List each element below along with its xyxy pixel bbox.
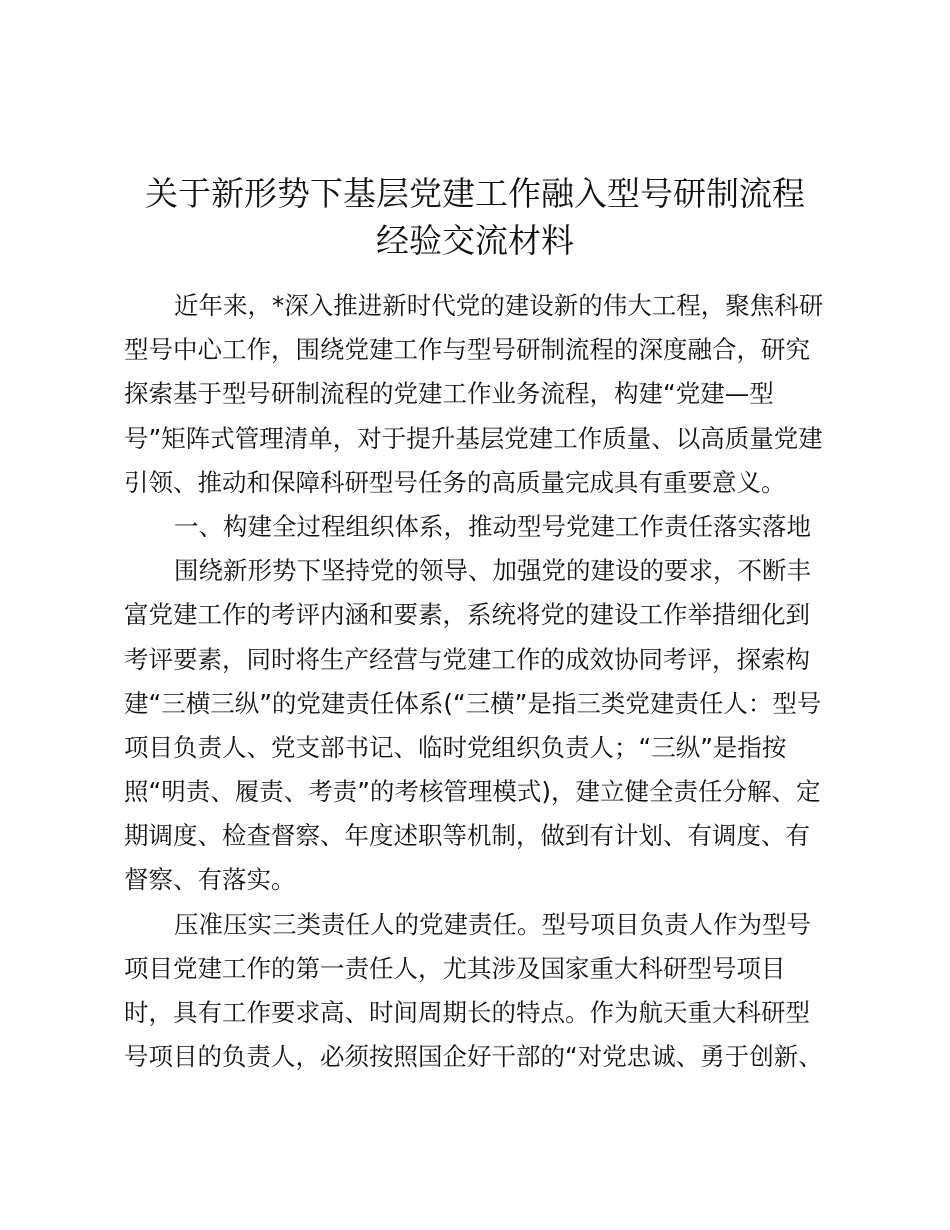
paragraph-section1-line: 建“三横三纵”的党建责任体系(“三横”是指三类党建责任人：型号 <box>124 688 822 718</box>
paragraph-section1-line: 督察、有落实。 <box>124 865 296 895</box>
document-title-line-2: 经验交流材料 <box>376 221 574 260</box>
paragraph-intro-line: 近年来，*深入推进新时代党的建设新的伟大工程，聚焦科研 <box>174 291 824 320</box>
paragraph-responsibility-line: 项目党建工作的第一责任人，尤其涉及国家重大科研型号项目 <box>124 953 786 983</box>
paragraph-intro-line: 引领、推动和保障科研型号任务的高质量完成具有重要意义。 <box>124 467 786 497</box>
paragraph-section1-line: 期调度、检查督察、年度述职等机制，做到有计划、有调度、有 <box>124 821 810 851</box>
document-body <box>124 284 844 1079</box>
paragraph-section1-line: 富党建工作的考评内涵和要素，系统将党的建设工作举措细化到 <box>124 600 810 630</box>
paragraph-section1-line: 照“明责、履责、考责”的考核管理模式)，建立健全责任分解、定 <box>124 777 821 807</box>
document-title-line-1: 关于新形势下基层党建工作融入型号研制流程 <box>145 174 805 213</box>
paragraph-responsibility-line: 压准压实三类责任人的党建责任。型号项目负责人作为型号 <box>174 909 811 939</box>
paragraph-responsibility-line: 时，具有工作要求高、时间周期长的特点。作为航天重大科研型 <box>124 998 810 1027</box>
paragraph-intro-line: 探索基于型号研制流程的党建工作业务流程，构建“党建—型 <box>124 379 774 409</box>
section-heading-1: 一、构建全过程组织体系，推动型号党建工作责任落实落地 <box>174 511 811 541</box>
paragraph-intro-line: 型号中心工作，围绕党建工作与型号研制流程的深度融合，研究 <box>124 335 810 365</box>
paragraph-intro-line: 号”矩阵式管理清单，对于提升基层党建工作质量、以高质量党建 <box>124 423 823 453</box>
paragraph-section1-line: 围绕新形势下坚持党的领导、加强党的建设的要求，不断丰 <box>174 556 811 586</box>
paragraph-section1-line: 考评要素，同时将生产经营与党建工作的成效协同考评，探索构 <box>124 644 810 674</box>
paragraph-responsibility-line: 号项目的负责人，必须按照国企好干部的“对党忠诚、勇于创新、 <box>124 1042 823 1072</box>
paragraph-section1-line: 项目负责人、党支部书记、临时党组织负责人；“三纵”是指按 <box>124 732 787 762</box>
